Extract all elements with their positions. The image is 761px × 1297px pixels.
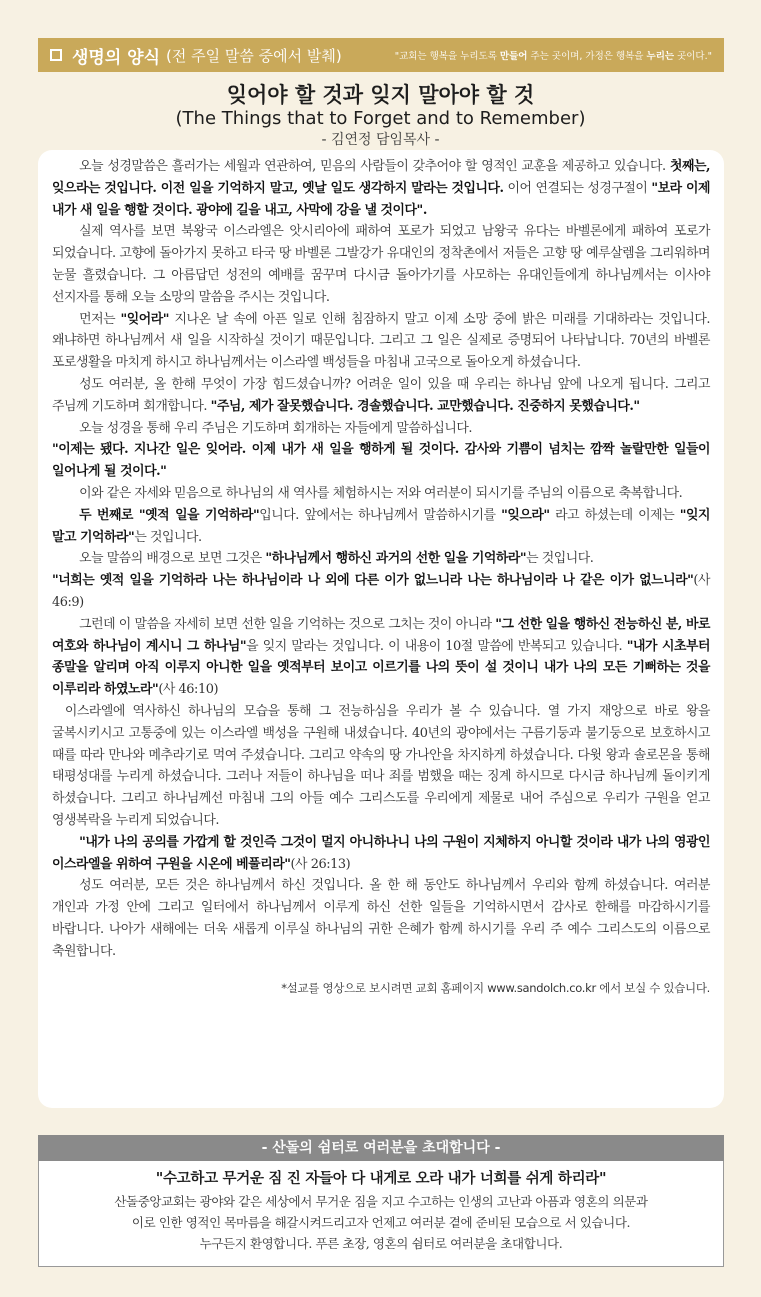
invite-header: - 산돌의 쉼터로 여러분을 초대합니다 - [38, 1135, 724, 1161]
sermon-paragraph: 두 번째로 "옛적 일을 기억하라"입니다. 앞에서는 하나님께서 말씀하시기를 "잊으라" 라고 하셨는데 이제는 "잊지 말고 기억하라"는 것입니다. [52, 507, 710, 545]
invite-line: 이로 인한 영적인 목마름을 해갈시켜드리고자 언제고 여러분 곁에 준비된 모습으로 서 있습니다. [131, 1215, 631, 1230]
sermon-quote: "내가 나의 공의를 가깝게 할 것인즉 그것이 멀지 아니하나니 나의 구원이 지체하지 아니할 것이라 내가 나의 영광인 이스라엘을 위하여 구원을 시온에 베풀리라"(사 26:13) [52, 834, 710, 872]
sermon-title-english: (The Things that to Forget and to Remember) [175, 108, 586, 129]
sermon-title-korean: 잊어야 할 것과 잊지 말아야 할 것 [226, 83, 535, 107]
sermon-paragraph: 이스라엘에 역사하신 하나님의 모습을 통해 그 전능하심을 우리가 볼 수 있습니다. 열 가지 재앙으로 바로 왕을 굴복시키시고 고통중에 있는 이스라엘 백성을 구원해 내셨습니다. 40년의 광야에서는 구름기둥과 불기둥으로 보호하시고 때를 따라 만나와 메추라기로 먹여 주셨습니다. 그리고 약속의 땅 가나안을 차지하게 하셨습니다. 다윗 왕과 솔로몬을 통해 태평성대를 누리게 하셨습니다. 그러나 저들이 하나님을 떠나 죄를 범했을 때는 징계 하시므로 다시금 하나님께 돌이키게 하셨습니다. 그리고 하나님께선 마침내 그의 아들 예수 그리스도를 우리에게 제물로 내어 주심으로 우리가 구원을 얻고 영생복락을 누리게 되었습니다. [52, 703, 710, 828]
sermon-paragraph: 성도 여러분, 올 한해 무엇이 가장 힘드셨습니까? 어려운 일이 있을 때 우리는 하나님 앞에 나오게 됩니다. 그리고 주님께 기도하며 회개합니다. "주님, 제가 잘못했습니다. 경솔했습니다. 교만했습니다. 진중하지 못했습니다." [52, 376, 710, 414]
church-motto: "교회는 행복을 누리도록 만들어 주는 곳이며, 가정은 행복을 누리는 곳이다." [394, 51, 712, 62]
sermon-paragraph: 이와 같은 자세와 믿음으로 하나님의 새 역사를 체험하시는 저와 여러분이 되시기를 주님의 이름으로 축복합니다. [79, 485, 683, 501]
invite-line: 누구든지 환영합니다. 푸른 초장, 영혼의 쉼터로 여러분을 초대합니다. [199, 1236, 563, 1251]
section-header [38, 38, 724, 72]
sermon-paragraph: 오늘 성경말씀은 흘러가는 세월과 연관하여, 믿음의 사람들이 갖추어야 할 영적인 교훈을 제공하고 있습니다. 첫째는, 잊으라는 것입니다. 이전 일을 기억하지 말고, 옛날 일도 생각하지 말라는 것입니다. 이어 연결되는 성경구절이 "보라 이제 내가 새 일을 행할 것이다. 광야에 길을 내고, 사막에 강을 낼 것이다". [52, 159, 710, 218]
sermon-quote: "이제는 됐다. 지나간 일은 잊어라. 이제 내가 새 일을 행하게 될 것이다. 감사와 기쁨이 넘치는 깜짝 놀랄만한 일들이 일어나게 될 것이다." [52, 442, 710, 480]
sermon-paragraph: 오늘 성경을 통해 우리 주님은 기도하며 회개하는 자들에게 말씀하십니다. [79, 420, 472, 436]
sermon-paragraph: 그런데 이 말씀을 자세히 보면 선한 일을 기억하는 것으로 그치는 것이 아니라 "그 선한 일을 행하신 전능하신 분, 바로 여호와 하나님이 계시니 그 하나님"을 잊지 말라는 것입니다. 이 내용이 10절 말씀에 반복되고 있습니다. "내가 시초부터 종말을 알리며 아직 이루지 아니한 일을 옛적부터 보이고 이르기를 나의 뜻이 설 것이니 내가 나의 모든 기뻐하는 것을 이루리라 하였노라"(사 46:10) [52, 616, 710, 698]
video-note: *설교를 영상으로 보시려면 교회 홈페이지 www.sandolch.co.kr 에서 보실 수 있습니다. [281, 981, 710, 996]
invite-line: 산돌중앙교회는 광야와 같은 세상에서 무거운 짐을 지고 수고하는 인생의 고난과 아픔과 영혼의 의문과 [114, 1194, 648, 1209]
section-subtitle: (전 주일 말씀 중에서 발췌) [166, 46, 342, 65]
sermon-quote: "너희는 옛적 일을 기억하라 나는 하나님이라 나 외에 다른 이가 없느니라 나는 하나님이라 나 같은 이가 없느니라"(사 46:9) [52, 573, 710, 610]
sermon-author: - 김연정 담임목사 - [321, 132, 440, 148]
sermon-paragraph: 먼저는 "잊어라" 지나온 날 속에 아픈 일로 인해 침잠하지 말고 이제 소망 중에 밝은 미래를 기대하라는 것입니다. 왜냐하면 하나님께서 새 일을 시작하실 것이기 때문입니다. 그리고 그 일은 실제로 증명되어 나타납니다. 70년의 바벨론 포로생활을 마치게 하시고 하나님께서는 이스라엘 백성들을 마침내 고국으로 돌아오게 하셨습니다. [52, 311, 710, 371]
sermon-paragraph: 실제 역사를 보면 북왕국 이스라엘은 앗시리아에 패하여 포로가 되었고 남왕국 유다는 바벨론에게 패하여 포로가 되었습니다. 고향에 돌아가지 못하고 타국 땅 바벨론 그발강가 유대인의 정착촌에서 저들은 고향 땅 예루살렘을 그리워하며 눈물 흘렸습니다. 그 아름답던 성전의 예배를 꿈꾸며 다시금 돌아가기를 사모하는 유대인들에게 하나님께서는 이사야 선지자를 통해 오늘 소망의 말씀을 주시는 것입니다. [52, 224, 710, 305]
sermon-body [38, 150, 724, 1108]
sermon-paragraph: 성도 여러분, 모든 것은 하나님께서 하신 것입니다. 올 한 해 동안도 하나님께서 우리와 함께 하셨습니다. 여러분 개인과 가정 안에 그리고 일터에서 하나님께서 이루게 하신 선한 일들을 기억하시면서 감사로 한해를 마감하시기를 바랍니다. 나아가 새해에는 더욱 새롭게 이루실 하나님의 귀한 은혜가 함께 하시기를 우리 주 예수 그리스도의 이름으로 축원합니다. [52, 878, 710, 959]
sermon-paragraph: 오늘 말씀의 배경으로 보면 그것은 "하나님께서 행하신 과거의 선한 일을 기억하라"는 것입니다. [79, 551, 594, 567]
checkbox-square-icon [50, 49, 62, 61]
invite-box [38, 1161, 724, 1267]
sermon-title-block [0, 82, 761, 150]
invite-quote: "수고하고 무거운 짐 진 자들아 다 내게로 오라 내가 너희를 쉬게 하리라" [155, 1170, 607, 1187]
section-title: 생명의 양식 [72, 47, 161, 68]
